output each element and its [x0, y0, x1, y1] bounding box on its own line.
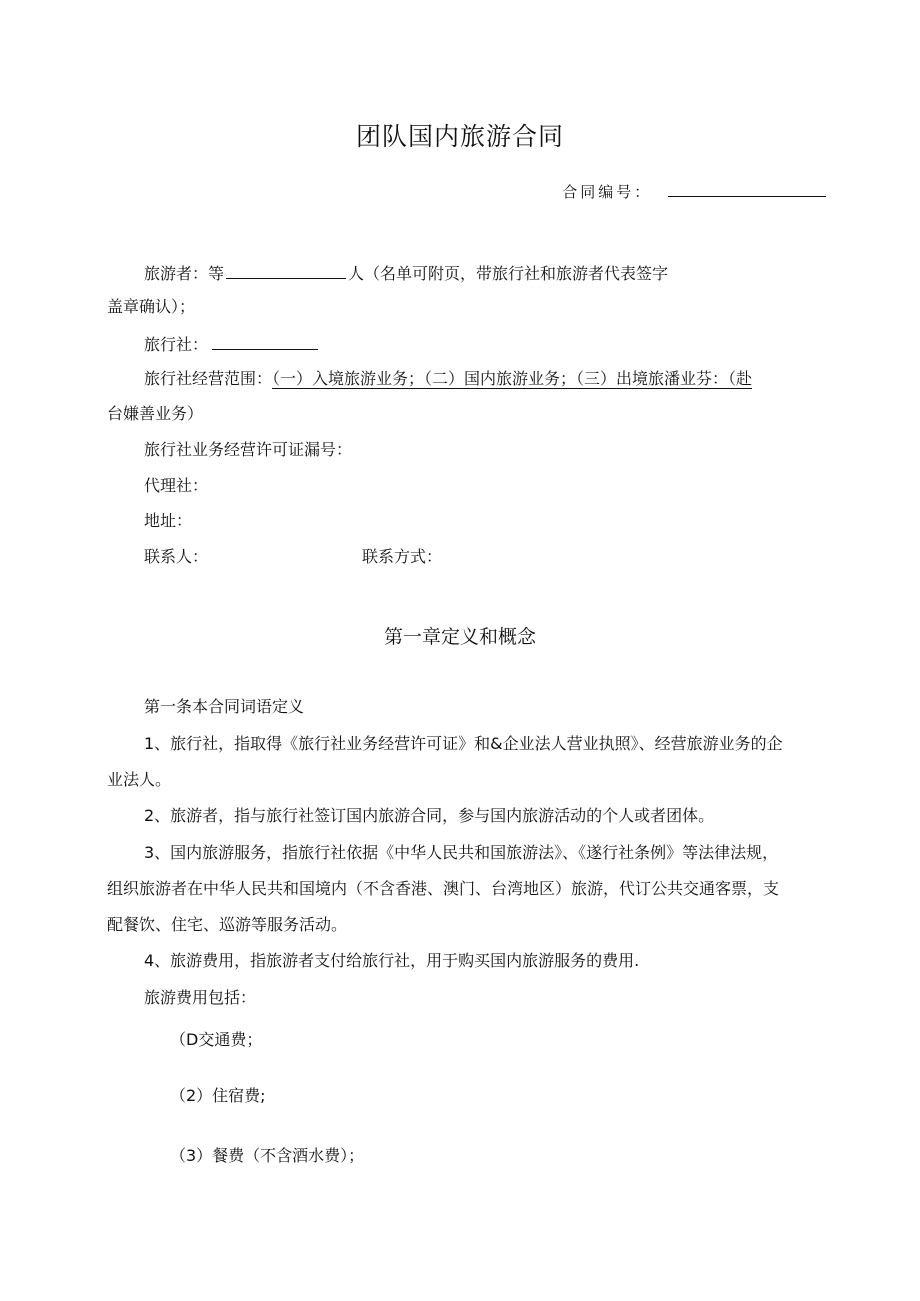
- contact-person-label: 联系人：: [144, 547, 209, 566]
- fee-item-meals: （3）餐费（不含酒水费）；: [170, 1146, 365, 1165]
- definition-1-line2: 业法人。: [107, 770, 172, 789]
- article-title: 第一条本合同词语定义: [144, 697, 305, 716]
- definition-2: 2、旅游者，指与旅行社签订国内旅游合同，参与国内旅游活动的个人或者团体。: [144, 806, 715, 825]
- scope-line: [144, 369, 752, 389]
- document-title: 团队国内旅游合同: [355, 122, 564, 151]
- definition-3-line3: 配餐饮、住宅、巡游等服务活动。: [107, 915, 348, 934]
- address-label: 地址：: [144, 511, 193, 530]
- tourist-label: 旅游者：等: [144, 264, 225, 283]
- scope-line2: 台嫌善业务）: [107, 404, 204, 423]
- tourist-note-line2: 盖章确认）；: [107, 297, 196, 316]
- contract-number-line: [562, 180, 826, 202]
- tourist-count-blank: [226, 262, 346, 279]
- scope-label: 旅行社经营范围：: [144, 369, 273, 388]
- tourist-note: 人（名单可附页，带旅行社和旅游者代表签字: [348, 264, 669, 283]
- fee-includes-label: 旅游费用包括：: [144, 988, 257, 1007]
- license-label: 旅行社业务经营许可证漏号：: [144, 440, 353, 459]
- fee-item-transport: （D交通费；: [170, 1030, 263, 1049]
- contract-number-label: 合同编号：: [562, 183, 653, 201]
- agent-label: 代理社：: [144, 476, 209, 495]
- definition-1-line1: 1、旅行社，指取得《旅行社业务经营许可证》和&企业法人营业执照》、经营旅游业务的企: [144, 734, 783, 753]
- definition-3-line1: 3、国内旅游服务，指旅行社依据《中华人民共和国旅游法》、《遂行社条例》等法律法规，: [144, 843, 779, 862]
- tourist-line: [144, 262, 668, 284]
- contract-number-blank: [668, 180, 826, 197]
- definition-3-line2: 组织旅游者在中华人民共和国境内（不含香港、澳门、台湾地区）旅游，代订公共交通客票，支: [107, 879, 780, 898]
- contact-method-label: 联系方式：: [362, 547, 443, 566]
- fee-item-lodging: （2）住宿费;: [170, 1086, 266, 1105]
- agency-line: [144, 333, 318, 355]
- chapter-title: 第一章定义和概念: [383, 626, 536, 648]
- scope-value: （一）入境旅游业务；（二）国内旅游业务；（三）出境旅潘业芬：（赴: [272, 369, 753, 388]
- definition-4: 4、旅游费用，指旅游者支付给旅行社，用于购买国内旅游服务的费用.: [144, 951, 640, 970]
- agency-name-blank: [212, 333, 318, 350]
- agency-label: 旅行社：: [144, 335, 209, 354]
